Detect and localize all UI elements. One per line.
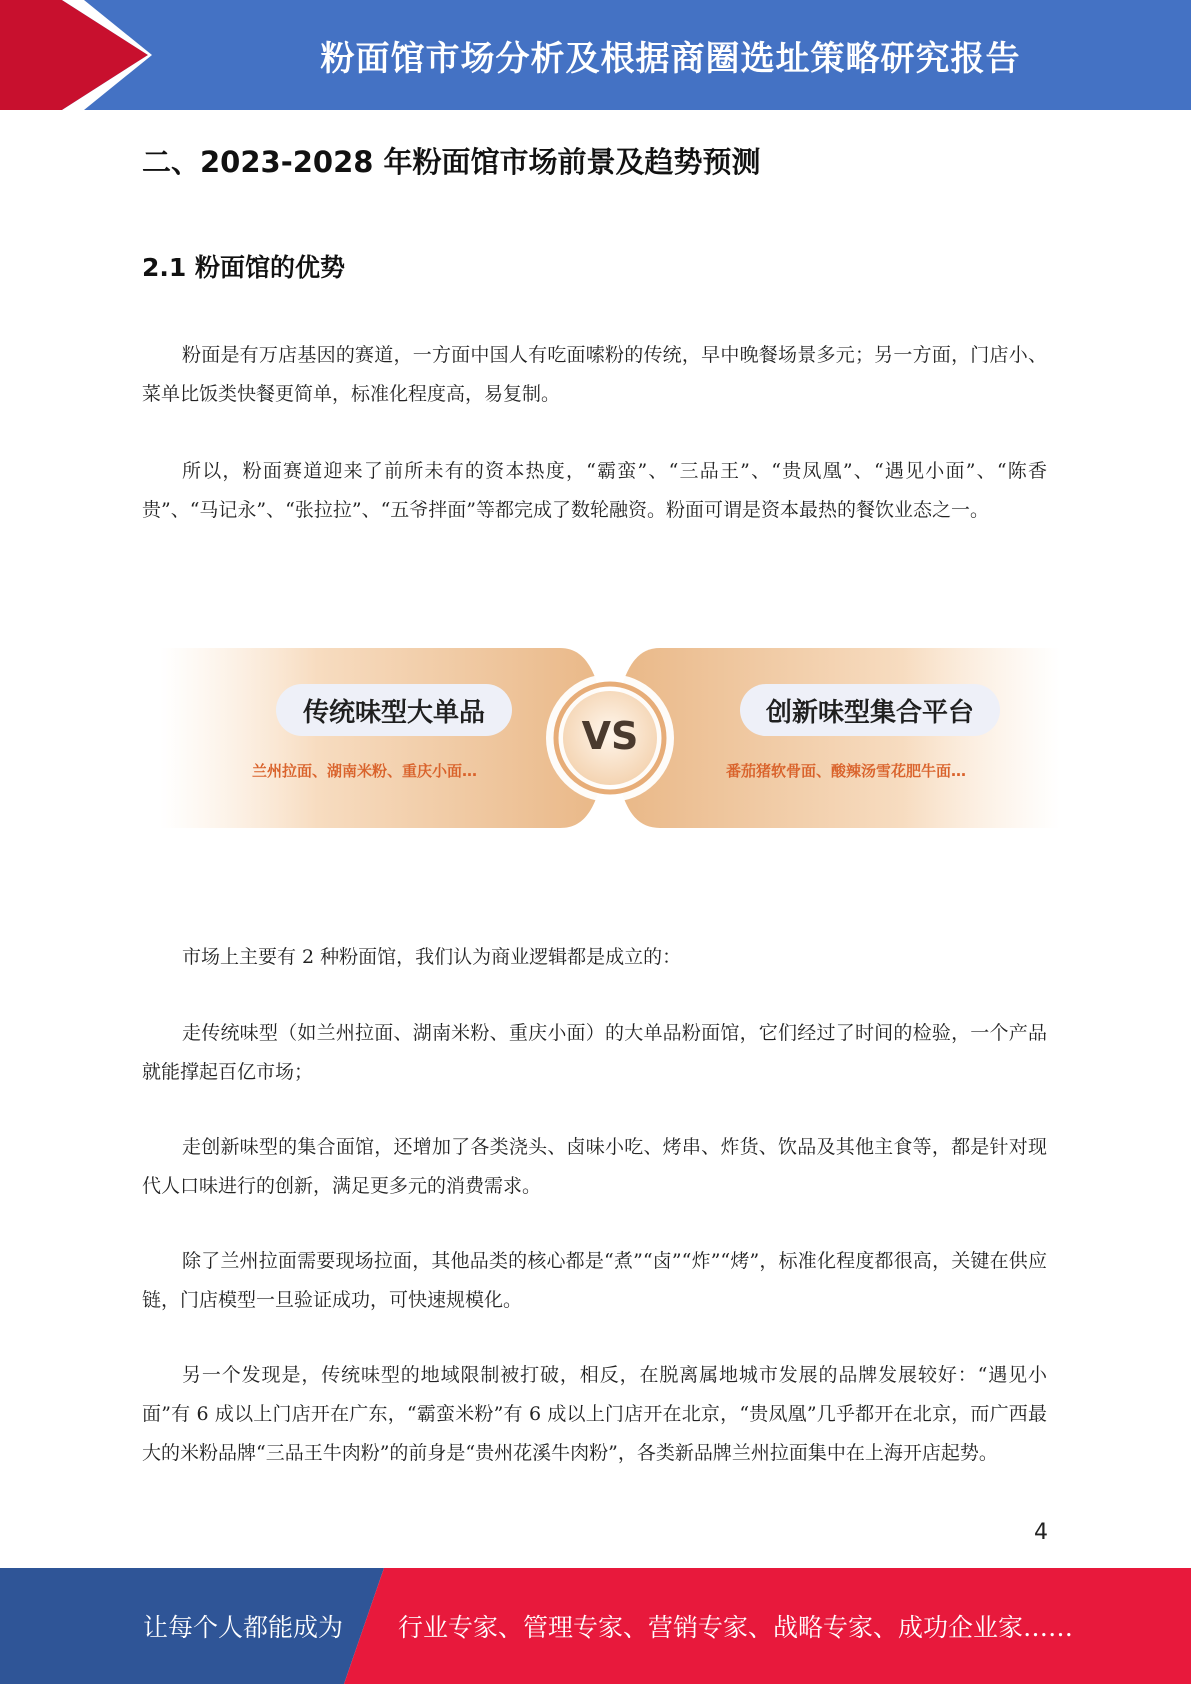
- header-arrow-icon: [0, 0, 160, 110]
- paragraph-3: 市场上主要有 2 种粉面馆，我们认为商业逻辑都是成立的：: [182, 946, 682, 968]
- section-heading: 二、2023-2028 年粉面馆市场前景及趋势预测: [142, 145, 761, 179]
- page-number: 4: [1034, 1520, 1048, 1545]
- comparison-banner: [160, 640, 1060, 840]
- traditional-flavor-examples: 兰州拉面、湖南米粉、重庆小面…: [252, 762, 478, 780]
- subsection-heading: 2.1 粉面馆的优势: [142, 253, 345, 282]
- report-title: 粉面馆市场分析及根据商圈选址策略研究报告: [320, 38, 1021, 79]
- page-footer: [0, 1568, 1191, 1684]
- traditional-flavor-label: 传统味型大单品: [276, 684, 512, 736]
- page-header: [0, 0, 1191, 110]
- vs-label: VS: [581, 714, 639, 758]
- paragraph-6: 除了兰州拉面需要现场拉面，其他品类的核心都是“煮”“卤”“炸”“烤”，标准化程度都很高，关键在供应链，门店模型一旦验证成功，可快速规模化。: [142, 1250, 1047, 1311]
- innovative-flavor-examples: 番茄猪软骨面、酸辣汤雪花肥牛面…: [726, 762, 967, 780]
- paragraph-5: 走创新味型的集合面馆，还增加了各类浇头、卤味小吃、烤串、炸货、饮品及其他主食等，都是针对现代人口味进行的创新，满足更多元的消费需求。: [142, 1136, 1047, 1197]
- footer-slogan-right: 行业专家、管理专家、营销专家、战略专家、成功企业家……: [398, 1613, 1074, 1642]
- paragraph-2: 所以，粉面赛道迎来了前所未有的资本热度，“霸蛮”、“三品王”、“贵凤凰”、“遇见小面”、“陈香贵”、“马记永”、“张拉拉”、“五爷拌面”等都完成了数轮融资。粉面可谓是资本最热的餐饮业态之一。: [142, 460, 1047, 521]
- paragraph-1: 粉面是有万店基因的赛道，一方面中国人有吃面嗦粉的传统，早中晚餐场景多元；另一方面，门店小、菜单比饭类快餐更简单，标准化程度高，易复制。: [142, 344, 1047, 405]
- innovative-flavor-label: 创新味型集合平台: [740, 684, 1000, 736]
- paragraph-4: 走传统味型（如兰州拉面、湖南米粉、重庆小面）的大单品粉面馆，它们经过了时间的检验，一个产品就能撑起百亿市场；: [142, 1022, 1047, 1083]
- paragraph-7: 另一个发现是，传统味型的地域限制被打破，相反，在脱离属地城市发展的品牌发展较好：“遇见小面”有 6 成以上门店开在广东，“霸蛮米粉”有 6 成以上门店开在北京，“贵凤凰”几乎都开在北京，而广西最大的米粉品牌“三品王牛肉粉”的前身是“贵州花溪牛肉粉”，各类新品牌兰州拉面集中在上海开店起势。: [142, 1364, 1047, 1464]
- footer-slogan-left: 让每个人都能成为: [143, 1613, 344, 1642]
